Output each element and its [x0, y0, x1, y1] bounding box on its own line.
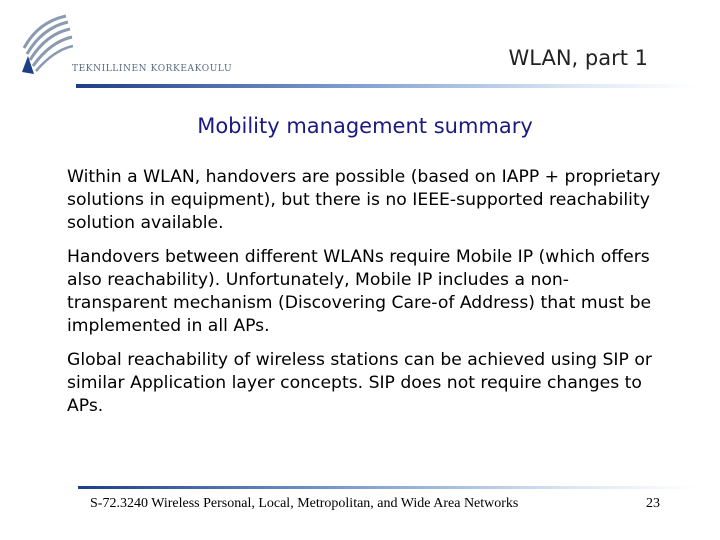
body-paragraph: Global reachability of wireless stations can be achieved using SIP or similar Application layer concepts. SIP does not require changes to APs. — [67, 350, 652, 416]
footer-divider — [78, 486, 698, 489]
logo-text: TEKNILLINEN KORKEAKOULU — [72, 64, 233, 74]
footer-course-title: S-72.3240 Wireless Personal, Local, Metropolitan, and Wide Area Networks — [90, 496, 519, 511]
body-paragraph: Handovers between different WLANs require Mobile IP (which offers also reachability). Unfortunately, Mobile IP includes a non-transparent mechanism (Discovering Care-of Address) that must be implemented in all APs. — [67, 247, 652, 336]
page-number: 23 — [646, 496, 660, 511]
university-logo — [18, 12, 74, 78]
header-divider — [76, 84, 696, 88]
body-paragraph: Within a WLAN, handovers are possible (based on IAPP + proprietary solutions in equipment), but there is no IEEE-supported reachability solution available. — [67, 167, 661, 233]
header-title: WLAN, part 1 — [508, 46, 648, 70]
slide-title: Mobility management summary — [197, 114, 533, 138]
slide-body — [67, 166, 667, 429]
